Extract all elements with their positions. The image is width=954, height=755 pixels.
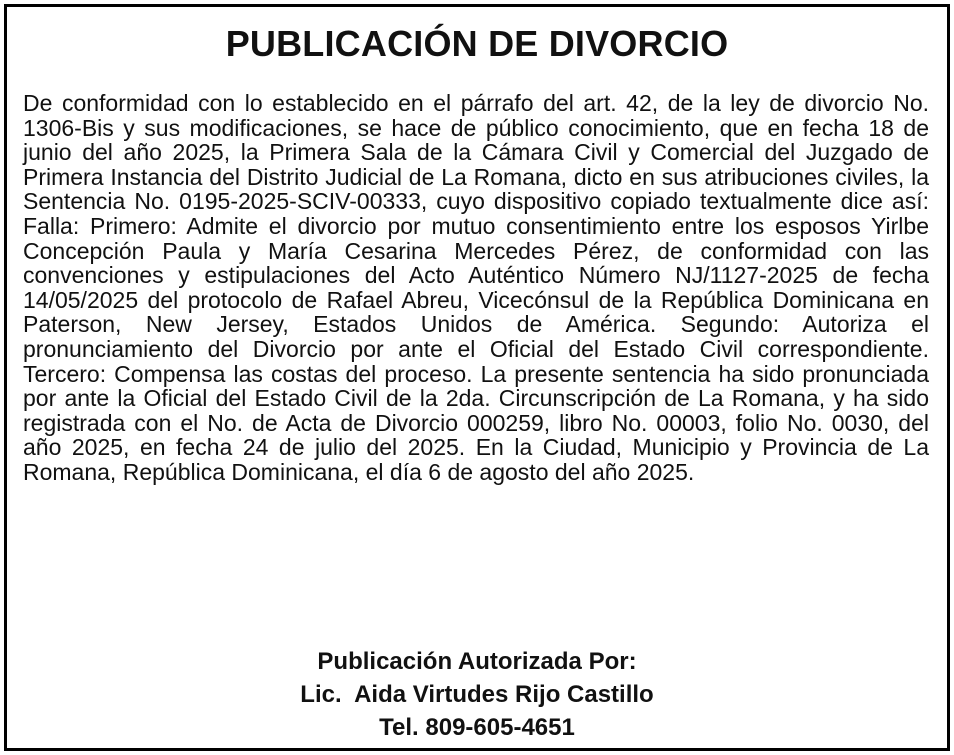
notice-footer (7, 645, 947, 744)
divorce-notice (4, 4, 950, 751)
notice-title: PUBLICACIÓN DE DIVORCIO (225, 23, 729, 64)
signatory-name: Lic. Aida Virtudes Rijo Castillo (300, 681, 654, 708)
notice-body: De conformidad con lo establecido en el párrafo del art. 42, de la ley de divorcio No. 1306-Bis y sus modificaciones, se hace de público conocimiento, que en fecha 18 de junio del año 2025, la Primera Sala de la Cámara Civil y Comercial del Juzgado de Primera Instancia del Distrito Judicial de La Romana, dicto en sus atribuciones civiles, la Sentencia No. 0195-2025-SCIV-00333, cuyo dispositivo copiado textualmente dice así: Falla: Primero: Admite el divorcio por mutuo consentimiento entre los esposos Yirlbe Concepción Paula y María Cesarina Mercedes Pérez, de conformidad con las convenciones y estipulaciones del Acto Auténtico Número NJ/1127-2025 de fecha 14/05/2025 del protocolo de Rafael Abreu, Vicecónsul de la República Dominicana en Paterson, New Jersey, Estados Unidos de América. Segundo: Autoriza el pronunciamiento del Divorcio por ante el Oficial del Estado Civil correspondiente. Tercero: Compensa las costas del proceso. La presente sentencia ha sido pronunciada por ante la Oficial del Estado Civil de la 2da. Circunscripción de La Romana, y ha sido registrada con el No. de Acta de Divorcio 000259, libro No. 00003, folio No. 0030, del año 2025, en fecha 24 de julio del 2025. En la Ciudad, Municipio y Provincia de La Romana, República Dominicana, el día 6 de agosto del año 2025. (23, 90, 929, 485)
contact-phone: Tel. 809-605-4651 (379, 714, 575, 741)
authorized-by-label: Publicación Autorizada Por: (317, 648, 637, 675)
